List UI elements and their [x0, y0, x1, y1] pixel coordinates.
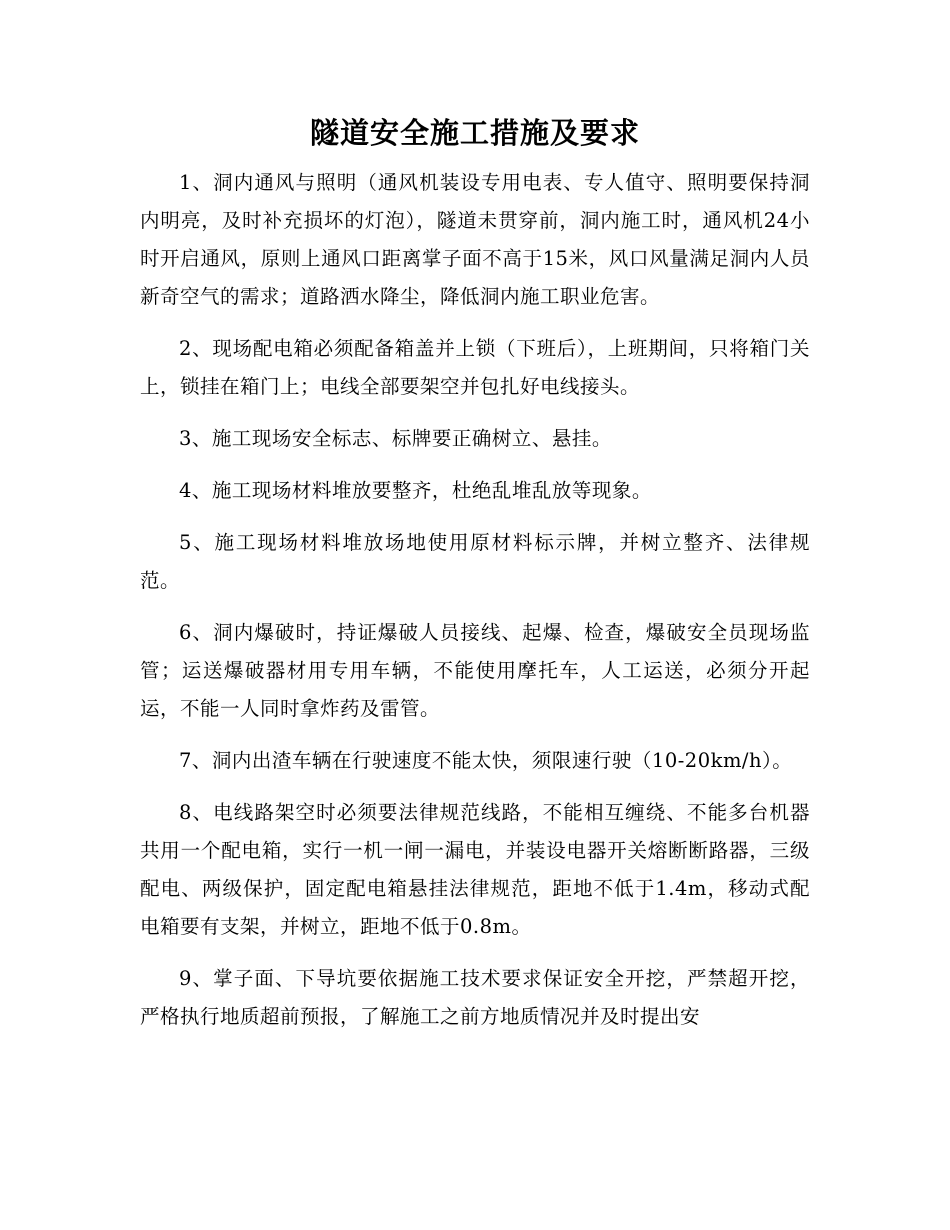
paragraph-2: 2、现场配电箱必须配备箱盖并上锁（下班后），上班期间，只将箱门关上，锁挂在箱门上；电线全部要架空并包扎好电线接头。	[140, 337, 810, 398]
document-body	[140, 112, 810, 1050]
document-title: 隧道安全施工措施及要求	[309, 116, 640, 150]
paragraph-6: 6、洞内爆破时，持证爆破人员接线、起爆、检查，爆破安全员现场监管；运送爆破器材用专用车辆，不能使用摩托车，人工运送，必须分开起运，不能一人同时拿炸药及雷管。	[140, 621, 810, 720]
paragraph-8: 8、电线路架空时必须要法律规范线路，不能相互缠绕、不能多台机器共用一个配电箱，实行一机一闸一漏电，并装设电器开关熔断断路器，三级配电、两级保护，固定配电箱悬挂法律规范，距地不低于1.4m，移动式配电箱要有支架，并树立，距地不低于0.8m。	[140, 801, 810, 938]
paragraph-4: 4、施工现场材料堆放要整齐，杜绝乱堆乱放等现象。	[179, 479, 652, 502]
paragraph-3: 3、施工现场安全标志、标牌要正确树立、悬挂。	[179, 427, 612, 450]
paragraph-5: 5、施工现场材料堆放场地使用原材料标示牌，并树立整齐、法律规范。	[140, 531, 810, 592]
paragraph-7: 7、洞内出渣车辆在行驶速度不能太快，须限速行驶（10-20km/h）。	[179, 749, 793, 772]
paragraph-1: 1、洞内通风与照明（通风机装设专用电表、专人值守、照明要保持洞内明亮，及时补充损坏的灯泡），隧道未贯穿前，洞内施工时，通风机24小时开启通风，原则上通风口距离掌子面不高于15米，风口风量满足洞内人员新奇空气的需求；道路洒水降尘，降低洞内施工职业危害。	[140, 171, 810, 308]
paragraph-9: 9、掌子面、下导坑要依据施工技术要求保证安全开挖，严禁超开挖，严格执行地质超前预报，了解施工之前方地质情况并及时提出安	[140, 967, 810, 1028]
